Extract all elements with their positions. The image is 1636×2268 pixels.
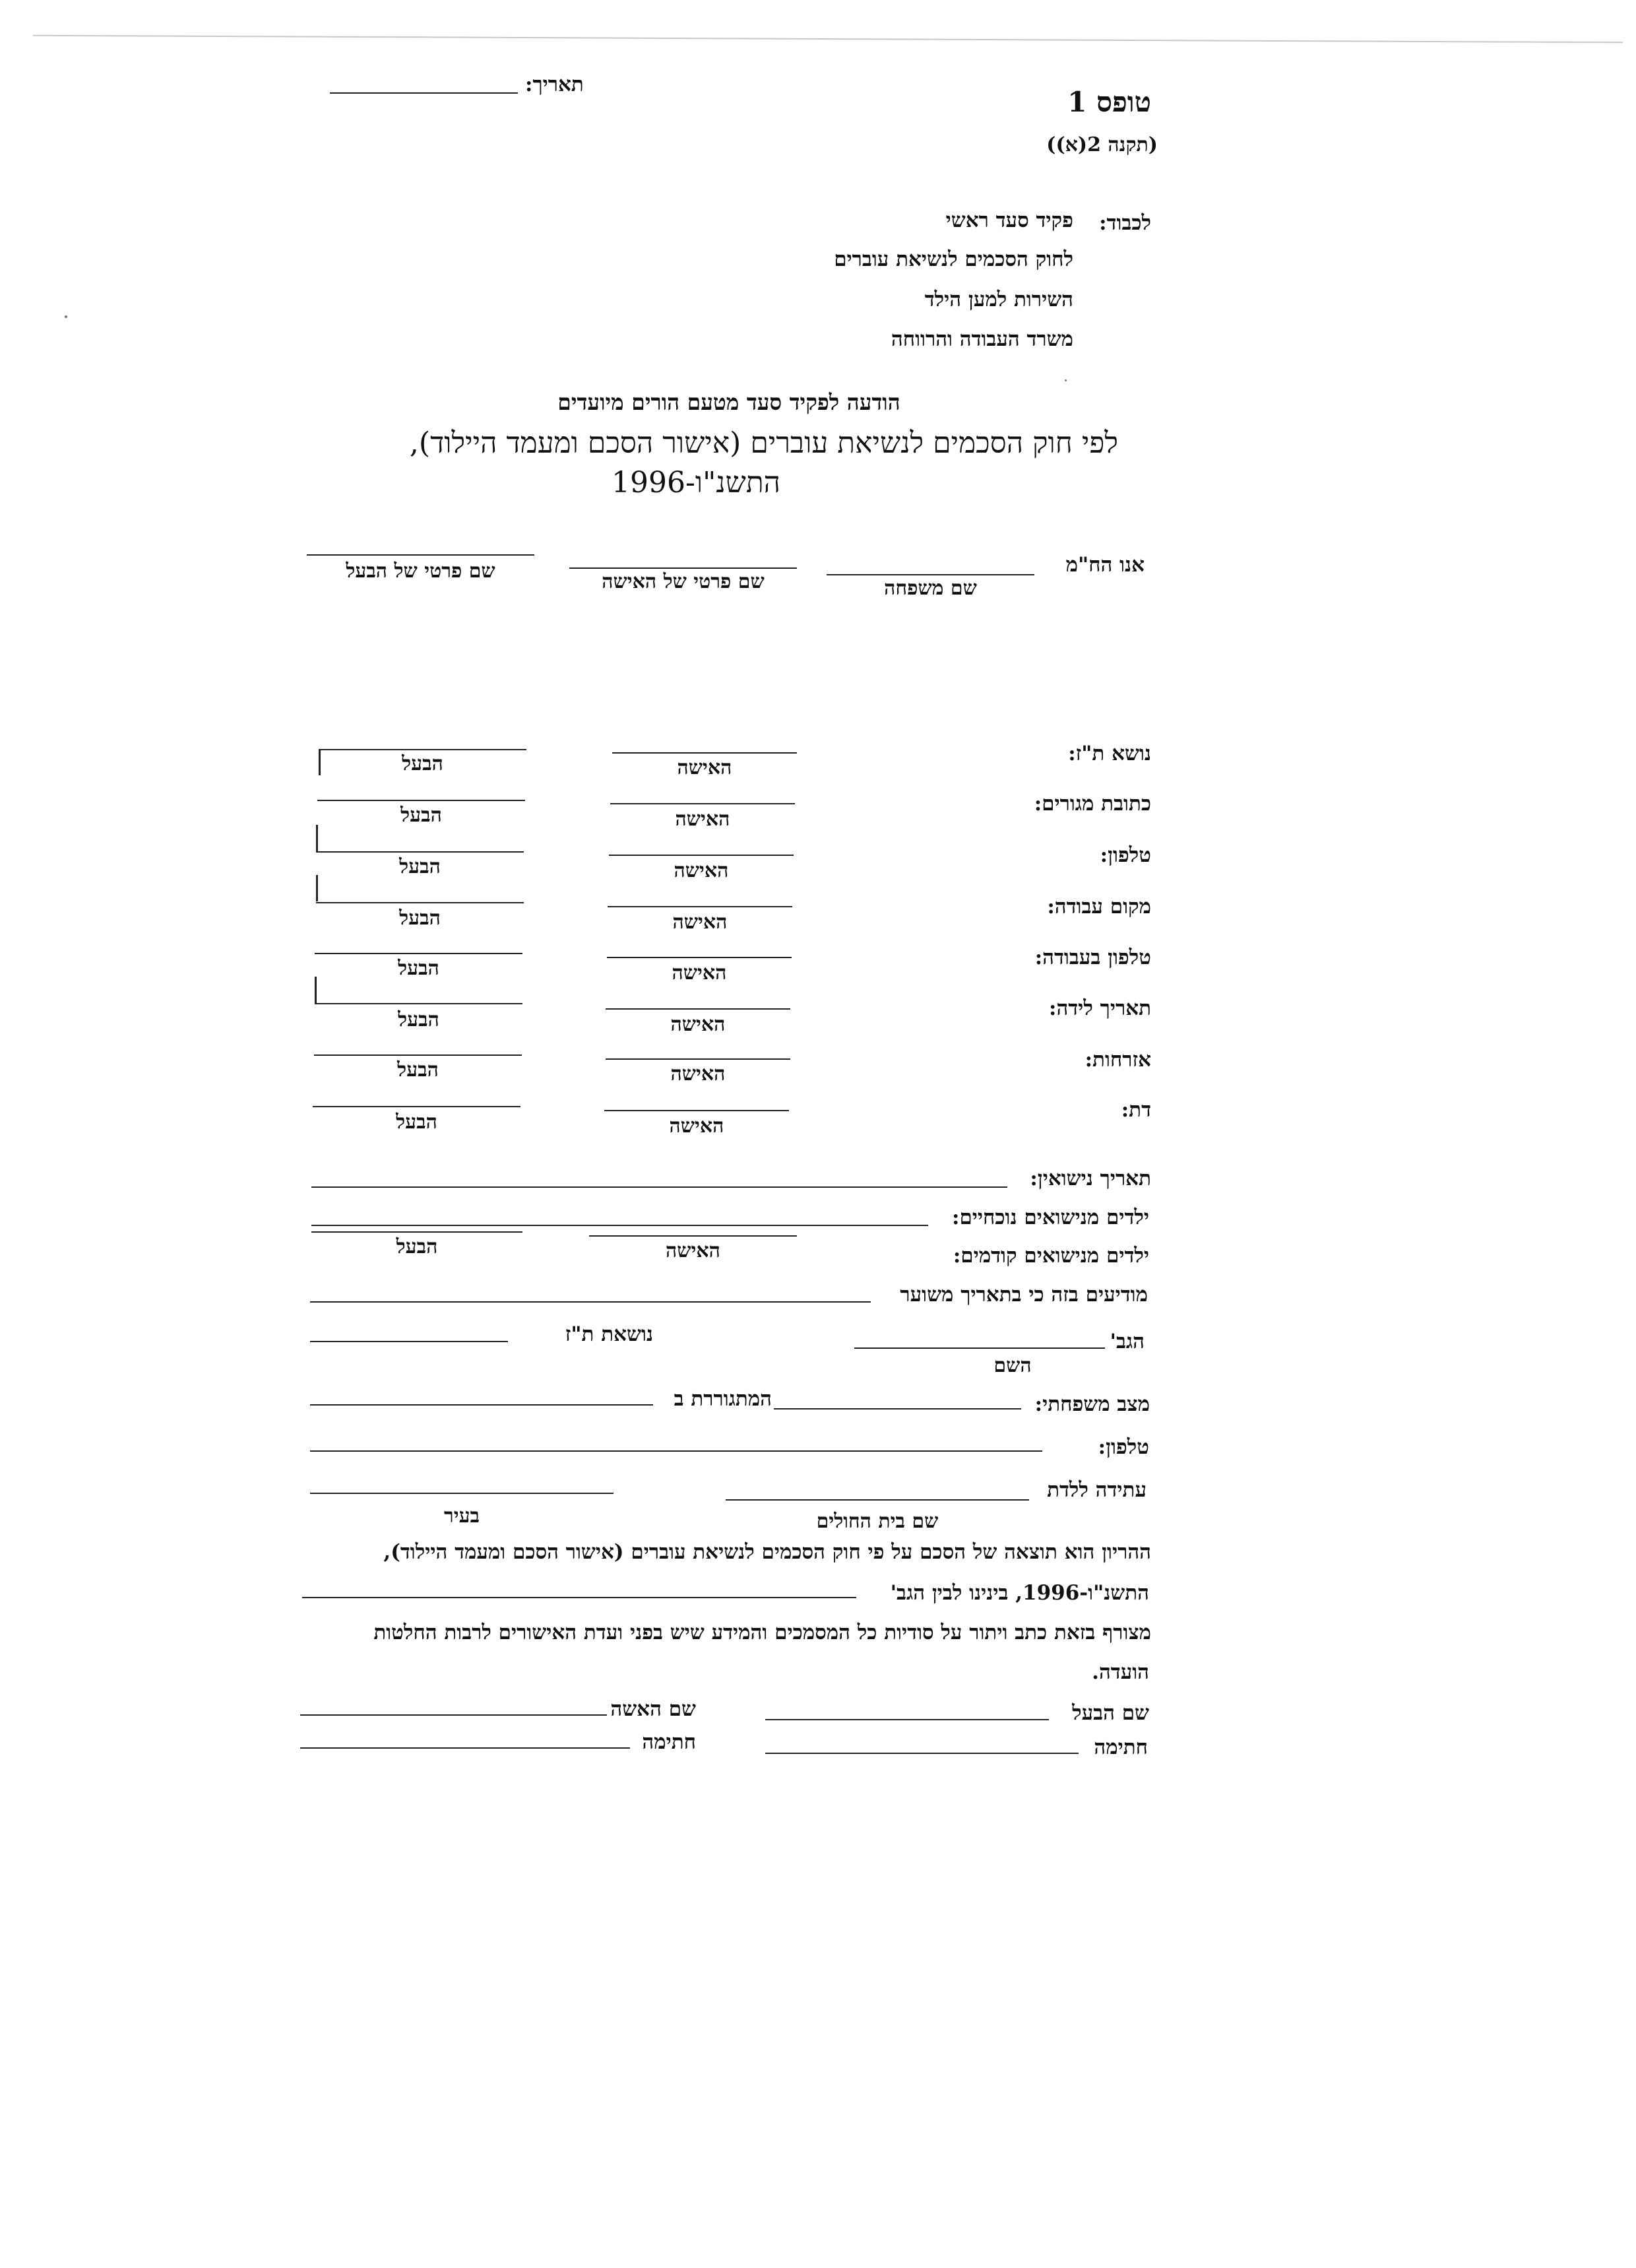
residing-in-label: המתגוררת ב xyxy=(674,1387,772,1411)
previous-children-label: ילדים מנישואים קודמים: xyxy=(953,1244,1149,1268)
wife-religion-field[interactable] xyxy=(604,1110,789,1111)
family-name-field[interactable] xyxy=(827,574,1034,575)
wife-phone-field[interactable] xyxy=(609,855,794,856)
regulation-ref: (תקנה 2(א)) xyxy=(1046,133,1158,156)
husband-work-phone-field[interactable] xyxy=(315,953,522,954)
husband-label: הבעל xyxy=(398,1008,439,1031)
date-field[interactable] xyxy=(330,92,518,94)
announce-label: מודיעים בזה כי בתאריך משוער xyxy=(900,1283,1148,1307)
husband-label: הבעל xyxy=(398,957,439,980)
name-label: השם xyxy=(993,1354,1032,1377)
wife-label: האישה xyxy=(677,756,732,779)
wife-signature-field[interactable] xyxy=(300,1747,630,1749)
husband-birth-date-field[interactable] xyxy=(315,1003,522,1004)
wife-name-label: שם האשה xyxy=(610,1697,696,1721)
bracket-mark xyxy=(316,825,322,853)
addressee-line-3: השירות למען הילד xyxy=(924,288,1073,311)
expected-birth-label: עתידה ללדת xyxy=(1047,1478,1147,1502)
marriage-date-field[interactable] xyxy=(311,1186,1007,1188)
addressee-line-1: פקיד סעד ראשי xyxy=(945,209,1073,232)
wife-first-name-label: שם פרטי של האישה xyxy=(602,570,765,593)
current-children-label: ילדים מנישואים נוכחיים: xyxy=(952,1206,1149,1229)
work-phone-row-label: טלפון בעבודה: xyxy=(1034,946,1151,969)
mrs-label: הגב' xyxy=(1110,1330,1145,1353)
surrogate-id-field[interactable] xyxy=(310,1341,508,1342)
husband-label: הבעל xyxy=(396,1111,437,1134)
husband-previous-children-field[interactable] xyxy=(311,1231,522,1233)
wife-birth-date-field[interactable] xyxy=(606,1008,790,1010)
wife-label: האישה xyxy=(669,1115,724,1138)
scan-speck xyxy=(65,315,67,318)
wife-previous-children-field[interactable] xyxy=(589,1235,797,1237)
scan-edge xyxy=(33,35,1623,44)
waiver-line-1: מצורף בזאת כתב ויתור על סודיות כל המסמכים והמידע שיש בפני ועדת האישורים לרבות החלטות xyxy=(373,1621,1151,1644)
phone-row-label: טלפון: xyxy=(1100,843,1151,867)
to-label: לכבוד: xyxy=(1099,211,1151,235)
husband-first-name-label: שם פרטי של הבעל xyxy=(346,560,495,583)
wife-workplace-field[interactable] xyxy=(608,906,792,907)
waiver-line-2: הועדה. xyxy=(1092,1660,1149,1684)
wife-work-phone-field[interactable] xyxy=(607,957,792,958)
husband-label: הבעל xyxy=(400,804,442,827)
hospital-name-label: שם בית החולים xyxy=(816,1510,939,1533)
husband-name-label: שם הבעל xyxy=(1072,1701,1149,1725)
husband-workplace-field[interactable] xyxy=(316,902,524,903)
surrogate-name-field[interactable] xyxy=(854,1347,1105,1349)
form-title: טופס 1 xyxy=(1067,86,1151,118)
wife-id-field[interactable] xyxy=(612,752,797,754)
law-title-line-2: התשנ"ו-1996 xyxy=(612,466,780,500)
husband-label: הבעל xyxy=(397,1058,439,1082)
surrogate-phone-field[interactable] xyxy=(310,1450,1042,1452)
hospital-field[interactable] xyxy=(726,1499,1029,1501)
husband-address-field[interactable] xyxy=(317,800,525,801)
bracket-mark xyxy=(316,875,322,901)
declaration-line-2: התשנ"ו-1996, בינינו לבין הגב' xyxy=(890,1581,1149,1605)
scan-speck xyxy=(1065,379,1067,381)
bracket-mark xyxy=(315,977,321,1004)
estimated-date-field[interactable] xyxy=(310,1301,871,1303)
agreement-party-field[interactable] xyxy=(302,1597,856,1598)
we-undersigned-label: אנו הח"מ xyxy=(1065,553,1145,577)
husband-label: הבעל xyxy=(399,855,441,878)
husband-religion-field[interactable] xyxy=(313,1106,520,1107)
citizenship-row-label: אזרחות: xyxy=(1085,1048,1151,1072)
surrogate-phone-label: טלפון: xyxy=(1098,1435,1149,1459)
husband-label: הבעל xyxy=(399,907,441,930)
wife-label: האישה xyxy=(674,859,729,882)
city-label: בעיר xyxy=(443,1505,480,1528)
wife-label: האישה xyxy=(670,1062,726,1085)
wife-address-field[interactable] xyxy=(610,803,795,804)
law-title-line-1: לפי חוק הסכמים לנשיאת עוברים (אישור הסכם ומעמד היילוד), xyxy=(409,426,1118,460)
wife-label: האישה xyxy=(672,911,728,934)
addressee-line-4: משרד העבודה והרווחה xyxy=(891,327,1073,351)
workplace-row-label: מקום עבודה: xyxy=(1047,895,1151,919)
notice-title: הודעה לפקיד סעד מטעם הורים מיועדים xyxy=(557,389,900,415)
wife-label: האישה xyxy=(666,1239,720,1262)
husband-id-field[interactable] xyxy=(319,749,526,750)
id-row-label: נושא ת"ז: xyxy=(1068,742,1151,765)
id-bearer-label: נושאת ת"ז xyxy=(565,1322,653,1346)
marriage-date-label: תאריך נישואין: xyxy=(1030,1167,1151,1190)
husband-name-field[interactable] xyxy=(765,1719,1049,1720)
marital-status-field[interactable] xyxy=(774,1408,1021,1409)
husband-label: הבעל xyxy=(396,1235,438,1258)
wife-label: האישה xyxy=(672,961,727,985)
date-label: תאריך: xyxy=(525,73,584,96)
husband-signature-label: חתימה xyxy=(1094,1735,1148,1759)
wife-name-field[interactable] xyxy=(300,1714,607,1716)
husband-citizenship-field[interactable] xyxy=(314,1054,522,1056)
declaration-line-1: ההריון הוא תוצאה של הסכם על פי חוק הסכמים לנשיאת עוברים (אישור הסכם ומעמד היילוד), xyxy=(383,1540,1151,1564)
husband-label: הבעל xyxy=(402,752,443,775)
addressee-line-2: לחוק הסכמים לנשיאת עוברים xyxy=(834,247,1073,271)
religion-row-label: דת: xyxy=(1121,1098,1151,1122)
husband-first-name-field[interactable] xyxy=(307,554,534,556)
family-name-label: שם משפחה xyxy=(884,577,977,600)
address-row-label: כתובת מגורים: xyxy=(1034,792,1151,816)
city-field[interactable] xyxy=(310,1493,614,1494)
marital-status-label: מצב משפחתי: xyxy=(1034,1392,1150,1416)
wife-signature-label: חתימה xyxy=(642,1730,696,1754)
wife-citizenship-field[interactable] xyxy=(606,1058,790,1060)
husband-signature-field[interactable] xyxy=(765,1753,1079,1754)
current-children-field[interactable] xyxy=(311,1225,928,1226)
wife-label: האישה xyxy=(670,1013,726,1036)
residence-field[interactable] xyxy=(310,1404,653,1406)
birth-date-row-label: תאריך לידה: xyxy=(1049,996,1151,1020)
husband-phone-field[interactable] xyxy=(316,851,524,853)
wife-label: האישה xyxy=(675,808,730,831)
wife-first-name-field[interactable] xyxy=(569,567,797,569)
